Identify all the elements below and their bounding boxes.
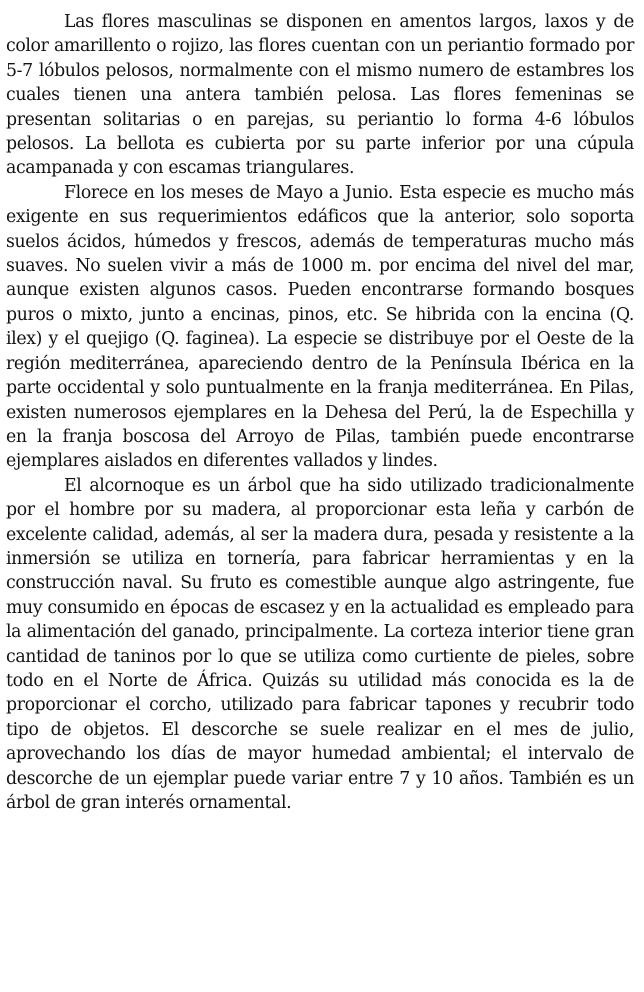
- paragraph-uses: El alcornoque es un árbol que ha sido utilizado tradicionalmente por el hombre por su madera, al proporcionar esta leña y carbón de excelente calidad, además, al ser la madera dura, pesada y resistente a la inmersión se utiliza en tornería, para fabricar herramientas y en la construcción naval. Su fruto es comestible aunque algo astringente, fue muy consumido en épocas de escasez y en la actualidad es empleado para la alimentación del ganado, principalmente. La corteza interior tiene gran cantidad de taninos por lo que se utiliza como curtiente de pieles, sobre todo en el Norte de África. Quizás su utilidad más conocida es la de proporcionar el corcho, utilizado para fabricar tapones y recubrir todo tipo de objetos. El descorche se suele realizar en el mes de julio, aprovechando los días de mayor humedad ambiental; el intervalo de descorche de un ejemplar puede variar entre 7 y 10 años. También es un árbol de gran interés ornamental.: [6, 475, 634, 813]
- paragraph-flowers: Las flores masculinas se disponen en amentos largos, laxos y de color amarillento o rojizo, las flores cuentan con un periantio formado por 5-7 lóbulos pelosos, normalmente con el mismo numero de estambres los cuales tienen una antera también pelosa. Las flores femeninas se presentan solitarias o en parejas, su periantio lo forma 4-6 lóbulos pelosos. La bellota es cubierta por su parte inferior por una cúpula acampanada y con escamas triangulares.: [6, 12, 634, 179]
- paragraph-habitat: Florece en los meses de Mayo a Junio. Esta especie es mucho más exigente en sus requerimientos edáficos que la anterior, solo soporta suelos ácidos, húmedos y frescos, además de temperaturas mucho más suaves. No suelen vivir a más de 1000 m. por encima del nivel del mar, aunque existen algunos casos. Pueden encontrarse formando bosques puros o mixto, junto a encinas, pinos, etc. Se hibrida con la encina (Q. ilex) y el quejigo (Q. faginea). La especie se distribuye por el Oeste de la región mediterránea, apareciendo dentro de la Península Ibérica en la parte occidental y solo puntualmente en la franja mediterránea. En Pilas, existen numerosos ejemplares en la Dehesa del Perú, la de Espechilla y en la franja boscosa del Arroyo de Pilas, también puede encontrarse ejemplares aislados en diferentes vallados y lindes.: [6, 182, 634, 472]
- document-page: [6, 10, 634, 815]
